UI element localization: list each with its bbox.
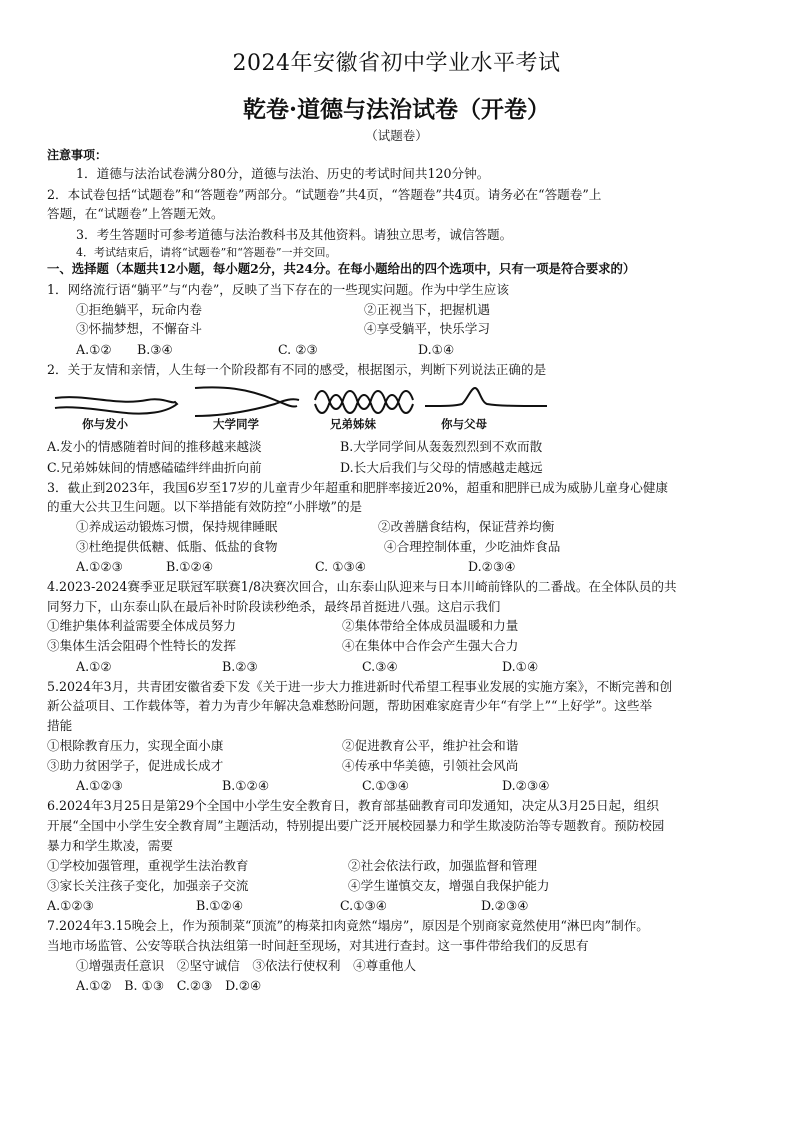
q3-choice-c: C. ①③④ [315, 559, 367, 574]
question-6-stem: 6.2024年3月25日是第29个全国中小学生安全教育日，教育部基础教育司印发通知，决定从3月25日起，组织 [47, 798, 659, 813]
q5-choice-b: B.①②④ [222, 778, 270, 793]
q3-choice-b: B.①②④ [166, 559, 214, 574]
q3-option: ③杜绝提供低糖、低脂、低盐的食物 [76, 539, 278, 554]
q6-option: ④学生谨慎交友，增强自我保护能力 [348, 878, 550, 893]
question-3-stem: 的重大公共卫生问题。以下举措能有效防控“小胖墩”的是 [47, 499, 363, 514]
q7-choices: A.①② B. ①③ C.②③ D.②④ [76, 978, 262, 993]
q2-choice-c: C.兄弟姊妹间的情感磕磕绊绊曲折向前 [47, 460, 262, 475]
q3-choice-d: D.②③④ [468, 559, 516, 574]
q6-option: ①学校加强管理，重视学生法治教育 [47, 858, 249, 873]
q5-choice-c: C.①③④ [362, 778, 410, 793]
emotion-curves-figure [47, 382, 747, 432]
q1-option: ③怀揣梦想，不懈奋斗 [76, 321, 202, 336]
q1-choice-a: A.①② [76, 342, 112, 357]
curve-childhood-friend [55, 397, 177, 413]
q6-option: ②社会依法行政，加强监督和管理 [348, 858, 537, 873]
curve-siblings [315, 391, 413, 413]
q3-option: ①养成运动锻炼习惯，保持规律睡眠 [76, 519, 278, 534]
q6-choice-b: B.①②④ [196, 898, 244, 913]
question-1-stem: 1．网络流行语“躺平”与“内卷”，反映了当下存在的一些现实问题。作为中学生应该 [47, 282, 509, 297]
q6-choice-d: D.②③④ [481, 898, 529, 913]
question-6-stem: 暴力和学生欺凌，需要 [47, 838, 173, 853]
q4-option: ①维护集体利益需要全体成员努力 [47, 618, 236, 633]
question-5-stem: 措能 [47, 718, 73, 733]
q6-choice-a: A.①②③ [47, 898, 94, 913]
figure-label: 兄弟姊妹 [330, 417, 376, 431]
q1-choice-b: B.③④ [137, 342, 173, 357]
q4-choice-b: B.②③ [222, 659, 258, 674]
figure-label: 大学同学 [213, 417, 259, 431]
q6-option: ③家长关注孩子变化，加强亲子交流 [47, 878, 249, 893]
figure-label: 你与父母 [441, 417, 487, 431]
q5-choice-d: D.②③④ [502, 778, 550, 793]
q1-option: ②正视当下，把握机遇 [364, 302, 490, 317]
question-4-stem: 同努力下，山东泰山队在最后补时阶段读秒绝杀，最终昂首挺进八强。这启示我们 [47, 599, 501, 614]
q1-option: ①拒绝躺平，玩命内卷 [76, 302, 202, 317]
paper-type: （试题卷） [365, 128, 428, 143]
q2-choice-d: D.长大后我们与父母的情感越走越远 [340, 460, 543, 475]
question-5-stem: 5.2024年3月，共青团安徽省委下发《关于进一步大力推进新时代希望工程事业发展的实施方案》，不断完善和创 [47, 679, 673, 694]
q5-option: ③助力贫困学子，促进成长成才 [47, 758, 224, 773]
question-3-stem: 3．截止到2023年，我国6岁至17岁的儿童青少年超重和肥胖率接近20%，超重和肥胖已成为威胁儿童身心健康 [47, 480, 669, 495]
q1-choice-d: D.①④ [418, 342, 455, 357]
q3-option: ②改善膳食结构，保证营养均衡 [378, 519, 555, 534]
figure-label: 你与发小 [82, 417, 128, 431]
q7-options: ①增强责任意识 ②坚守诚信 ③依法行使权利 ④尊重他人 [76, 958, 417, 973]
question-6-stem: 开展“全国中小学生安全教育周”主题活动，特别提出要广泛开展校园暴力和学生欺凌防治等专题教育。预防校园 [47, 818, 665, 833]
q4-choice-d: D.①④ [502, 659, 539, 674]
q5-option: ②促进教育公平，维护社会和谐 [342, 738, 519, 753]
question-5-stem: 新公益项目、工作载体等，着力为青少年解决急难愁盼问题，帮助困难家庭青少年“有学上”“上好学”。这些举 [47, 698, 653, 713]
question-7-stem: 7.2024年3.15晚会上，作为预制菜“顶流”的梅菜扣肉竟然“塌房”，原因是个别商家竟然使用“淋巴肉”制作。 [47, 918, 649, 933]
question-7-stem: 当地市场监管、公安等联合执法组第一时间赶至现场，对其进行查封。这一事件带给我们的反思有 [47, 938, 589, 953]
q5-option: ④传承中华美德，引领社会风尚 [342, 758, 519, 773]
question-4-stem: 4.2023-2024赛季亚足联冠军联赛1/8决赛次回合，山东泰山队迎来与日本川崎前锋队的二番战。在全体队员的共 [47, 579, 677, 594]
q5-option: ①根除教育压力，实现全面小康 [47, 738, 224, 753]
q2-choice-a: A.发小的情感随着时间的推移越来越淡 [47, 439, 262, 454]
q6-choice-c: C.①③④ [340, 898, 388, 913]
note-item: 答题，在“试题卷”上答题无效。 [47, 206, 224, 221]
q4-option: ②集体带给全体成员温暖和力量 [342, 618, 519, 633]
q4-option: ④在集体中合作会产生强大合力 [342, 638, 519, 653]
q4-option: ③集体生活会阻碍个性特长的发挥 [47, 638, 236, 653]
paper-subtitle: 乾卷·道德与法治试卷（开卷） [242, 96, 550, 123]
note-item: 4．考试结束后，请将“试题卷”和“答题卷”一并交回。 [76, 246, 337, 259]
q1-choice-c: C. ②③ [278, 342, 318, 357]
q5-choice-a: A.①②③ [76, 778, 123, 793]
curve-college-classmates [195, 387, 299, 416]
q2-choice-b: B.大学同学间从轰轰烈烈到不欢而散 [340, 439, 543, 454]
q4-choice-a: A.①② [76, 659, 112, 674]
exam-title: 2024年安徽省初中学业水平考试 [232, 51, 561, 76]
section-heading: 一、选择题（本题共12小题，每小题2分，共24分。在每小题给出的四个选项中，只有一项是符合要求的） [47, 261, 636, 276]
q4-choice-c: C.③④ [362, 659, 398, 674]
notes-heading: 注意事项： [47, 148, 108, 162]
note-item: 2．本试卷包括“试题卷”和“答题卷”两部分。“试题卷”共4页，“答题卷”共4页。请务必在“答题卷”上 [47, 187, 602, 202]
q3-option: ④合理控制体重，少吃油炸食品 [384, 539, 561, 554]
q3-choice-a: A.①②③ [76, 559, 123, 574]
question-2-stem: 2．关于友情和亲情，人生每一个阶段都有不同的感受，根据图示，判断下列说法正确的是 [47, 362, 547, 377]
curve-parents [425, 388, 547, 406]
note-item: 1．道德与法治试卷满分80分，道德与法治、历史的考试时间共120分钟。 [76, 166, 490, 181]
note-item: 3．考生答题时可参考道德与法治教科书及其他资料。请独立思考，诚信答题。 [76, 227, 513, 242]
q1-option: ④享受躺平，快乐学习 [364, 321, 490, 336]
